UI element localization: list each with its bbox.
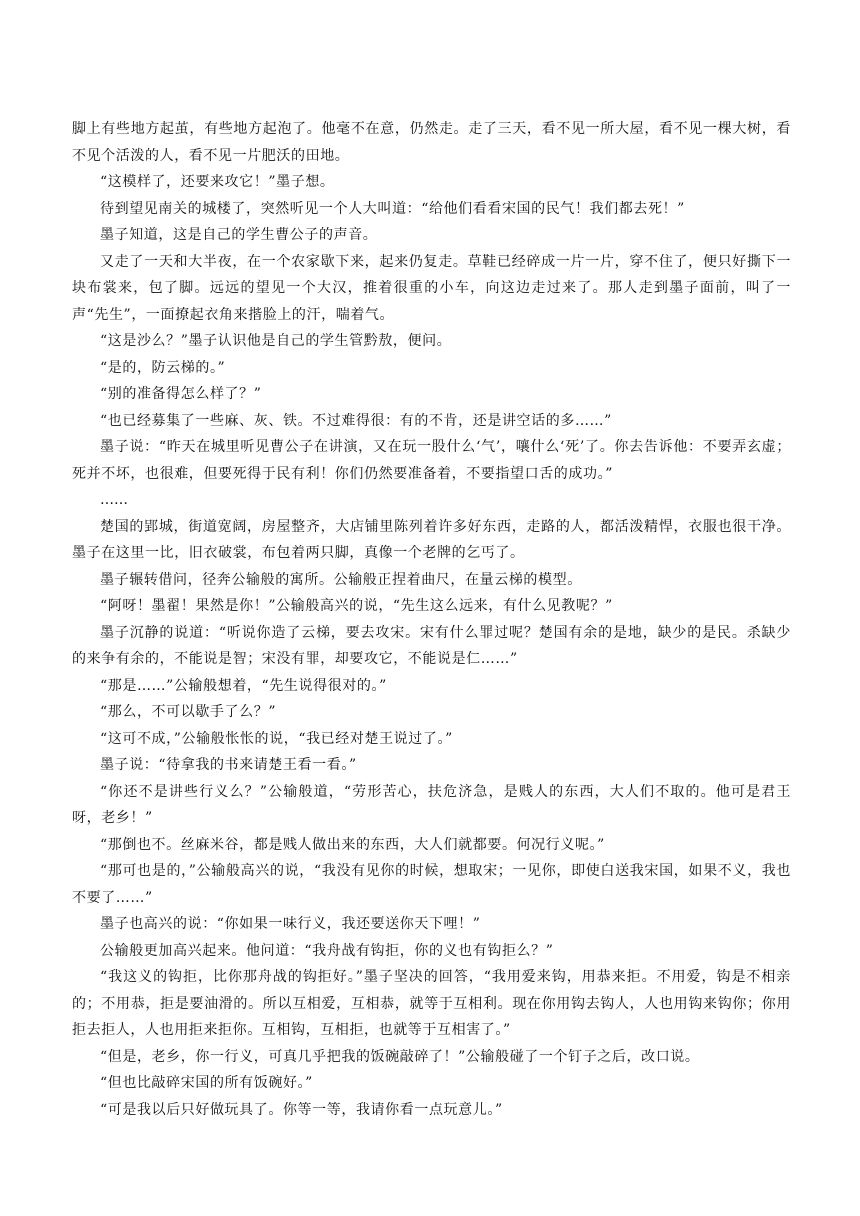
paragraph: “是的，防云梯的。”: [100, 359, 226, 376]
paragraph: “你还不是讲些行义么？”公输般道，“劳形苦心，扶危济急，是贱人的东西，大人们不取的。他可是君王呀，老乡！”: [72, 783, 791, 826]
paragraph: 墨子知道，这是自己的学生曹公子的声音。: [100, 227, 378, 243]
paragraph: 墨子也高兴的说：“你如果一味行义，我还要送你天下哩！”: [100, 916, 481, 932]
document-body: [72, 116, 791, 1123]
paragraph: “别的准备得怎么样了？”: [100, 386, 262, 402]
paragraph: 墨子辗转借问，径奔公输般的寓所。公输般正捏着曲尺，在量云梯的模型。: [100, 571, 582, 588]
paragraph: 墨子说：“待拿我的书来请楚王看一看。”: [100, 757, 357, 773]
paragraph: “这是沙么？”墨子认识他是自己的学生管黔敖，便问。: [100, 333, 452, 349]
paragraph: 待到望见南关的城楼了，突然听见一个人大叫道：“给他们看看宋国的民气！我们都去死！”: [100, 200, 685, 217]
paragraph: “但是，老乡，你一行义，可真几乎把我的饭碗敲碎了！”公输般碰了一个钉子之后，改口说。: [100, 1048, 700, 1065]
paragraph: “那么，不可以歇手了么？”: [100, 704, 277, 720]
paragraph: 楚国的郢城，街道宽阔，房屋整齐，大店铺里陈列着许多好东西，走路的人，都活泼精悍，衣服也很干净。墨子在这里一比，旧衣破裳，布包着两只脚，真像一个老牌的乞丐了。: [72, 518, 791, 561]
paragraph: “我这义的钩拒，比你那舟战的钩拒好。”墨子坚决的回答，“我用爱来钩，用恭来拒。不用爱，钩是不相亲的；不用恭，拒是要油滑的。所以互相爱，互相恭，就等于互相利。现在你用钩去钩人，人也用钩来钩你；你用拒去拒人，人也用拒来拒你。互相钩，互相拒，也就等于互相害了。”: [72, 969, 791, 1038]
paragraph: “这模样了，还要来攻它！”墨子想。: [100, 174, 335, 190]
paragraph: 又走了一天和大半夜，在一个农家歇下来，起来仍复走。草鞋已经碎成一片一片，穿不住了，便只好撕下一块布裳来，包了脚。远远的望见一个大汉，推着很重的小车，向这边走过来了。那人走到墨子面前，叫了一声“先生”，一面撩起衣角来揩脸上的汗，喘着气。: [72, 253, 791, 323]
paragraph: “那是……”公输般想着，“先生说得很对的。”: [100, 677, 387, 694]
paragraph: 脚上有些地方起茧，有些地方起泡了。他毫不在意，仍然走。走了三天，看不见一所大屋，看不见一棵大树，看不见个活泼的人，看不见一片肥沃的田地。: [72, 121, 791, 164]
paragraph: “那可也是的，”公输般高兴的说，“我没有见你的时候，想取宋；一见你，即使白送我宋国，如果不义，我也不要了……”: [72, 863, 791, 906]
paragraph: 公输般更加高兴起来。他问道：“我舟战有钩拒，你的义也有钩拒么？”: [100, 942, 554, 959]
paragraph: 墨子说：“昨天在城里听见曹公子在讲演，又在玩一股什么‘气’，嚷什么‘死’了。你去告诉他：不要弄玄虚；死并不坏，也很难，但要死得于民有利！你们仍然要准备着，不要指望口舌的成功。”: [72, 439, 791, 482]
paragraph: “也已经募集了一些麻、灰、铁。不过难得很：有的不肯，还是讲空话的多……”: [100, 412, 612, 429]
paragraph: 墨子沉静的说道：“听说你造了云梯，要去攻宋。宋有什么罪过呢？楚国有余的是地，缺少的是民。杀缺少的来争有余的，不能说是智；宋没有罪，却要攻它，不能说是仁……”: [72, 624, 791, 667]
paragraph: “那倒也不。丝麻米谷，都是贱人做出来的东西，大人们就都要。何况行义呢。”: [100, 836, 605, 853]
paragraph: “但也比敲碎宋国的所有饭碗好。”: [100, 1075, 313, 1091]
paragraph: “可是我以后只好做玩具了。你等一等，我请你看一点玩意儿。”: [100, 1101, 503, 1118]
paragraph: “阿呀！墨翟！果然是你！”公输般高兴的说，“先生这么远来，有什么见教呢？”: [100, 598, 613, 614]
paragraph: “这可不成，”公输般怅怅的说，“我已经对楚王说过了。”: [100, 730, 453, 747]
ellipsis-separator: ……: [100, 492, 128, 508]
